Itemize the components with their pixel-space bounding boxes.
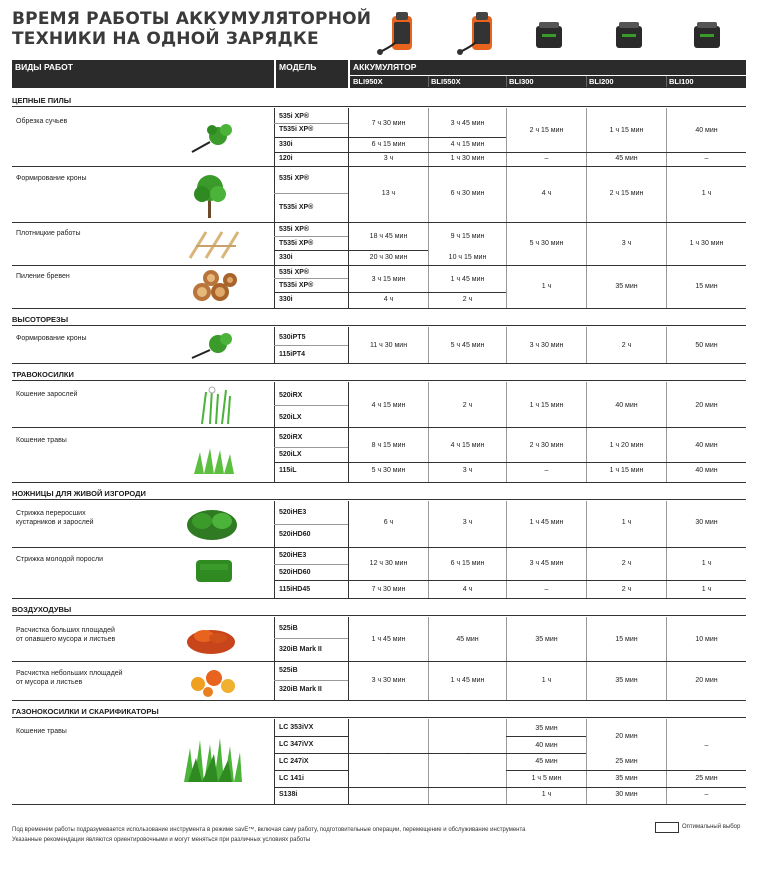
value-cell: 6 ч	[383, 519, 394, 526]
divider	[274, 719, 275, 804]
value-cell: 4 ч 15 мин	[371, 402, 406, 409]
battery-name: BLI300	[509, 77, 534, 86]
task-label: Обрезка сучьев	[16, 118, 68, 125]
model-divider	[274, 462, 746, 463]
model-label: 330i	[279, 296, 293, 303]
model-divider	[274, 680, 348, 681]
value-cell: 15 мин	[615, 636, 638, 643]
value-cell: 1 ч 15 мин	[529, 402, 564, 409]
value-cell: 4 ч	[462, 586, 473, 593]
legend-swatch	[655, 822, 679, 833]
row-divider	[12, 308, 746, 309]
divider	[506, 617, 507, 700]
value-cell: 3 ч 15 мин	[371, 276, 406, 283]
value-cell: 35 мин	[615, 283, 638, 290]
model-divider	[274, 278, 348, 279]
value-cell: –	[704, 155, 709, 162]
value-cell: 2 ч	[621, 586, 632, 593]
header-work-types-lower	[12, 75, 274, 88]
model-label: 520iHE3	[279, 509, 307, 516]
divider	[506, 76, 507, 87]
value-cell: –	[544, 155, 549, 162]
value-cell: 5 ч 30 мин	[371, 467, 406, 474]
value-cell: –	[386, 750, 391, 757]
value-cell: 40 мин	[695, 442, 718, 449]
value-cell: 10 мин	[695, 636, 718, 643]
battery-bli100-image	[688, 18, 728, 54]
task-label: Кошение травы	[16, 437, 67, 444]
model-divider	[274, 236, 348, 237]
value-cell: 12 ч 30 мин	[369, 560, 408, 567]
lawn-grass-icon	[180, 734, 244, 784]
value-cell: 40 мин	[535, 742, 558, 749]
header-model	[276, 60, 348, 88]
model-label: 320iB Mark II	[279, 686, 322, 693]
value-cell: 40 мин	[695, 467, 718, 474]
hedge-icon	[194, 556, 234, 586]
task-label: от мусора и листьев	[16, 679, 83, 686]
value-cell: 1 ч 30 мин	[689, 240, 724, 247]
value-cell: 10 ч 15 мин	[448, 254, 487, 261]
value-cell: 25 мин	[615, 758, 638, 765]
model-divider	[274, 524, 348, 525]
model-label: T535i XP®	[279, 282, 314, 289]
timber-frame-icon	[186, 226, 246, 262]
value-cell: 40 мин	[695, 127, 718, 134]
value-cell: 11 ч 30 мин	[369, 342, 408, 349]
model-label: 520iRX	[279, 392, 303, 399]
value-cell: 35 мин	[615, 775, 638, 782]
model-divider	[274, 345, 348, 346]
row-divider	[12, 700, 746, 701]
task-label: Расчистка небольших площадей	[16, 670, 123, 677]
header-work-types-label: ВИДЫ РАБОТ	[15, 62, 73, 72]
model-label: 120i	[279, 155, 293, 162]
value-cell: 6 ч 15 мин	[450, 560, 485, 567]
value-cell: 6 ч 30 мин	[450, 190, 485, 197]
model-label: 330i	[279, 254, 293, 261]
value-cell: 3 ч 30 мин	[529, 342, 564, 349]
row-divider	[12, 661, 746, 662]
divider	[586, 501, 587, 598]
value-cell: 20 мин	[695, 677, 718, 684]
value-cell: 1 ч	[541, 283, 552, 290]
value-cell: 3 ч 45 мин	[529, 560, 564, 567]
model-label: LC 247iX	[279, 758, 309, 765]
tree-icon	[190, 170, 230, 220]
value-cell: 1 ч 45 мин	[371, 636, 406, 643]
model-divider	[274, 638, 348, 639]
value-cell: 1 ч	[701, 560, 712, 567]
model-label: 525iB	[279, 667, 298, 674]
model-label: 115iHD45	[279, 586, 311, 593]
value-cell: 35 мин	[615, 677, 638, 684]
value-cell: 3 ч 30 мин	[371, 677, 406, 684]
model-label: T535i XP®	[279, 240, 314, 247]
value-cell: 15 мин	[695, 283, 718, 290]
page-title	[12, 9, 372, 49]
task-label: Кошение зарослей	[16, 391, 78, 398]
value-cell: 4 ч 15 мин	[450, 141, 485, 148]
value-cell: 18 ч 45 мин	[369, 233, 408, 240]
model-label: 520iHE3	[279, 552, 307, 559]
task-label: Кошение травы	[16, 728, 67, 735]
model-label: 320iB Mark II	[279, 646, 322, 653]
model-label: 115iPT4	[279, 351, 306, 358]
divider	[666, 617, 667, 700]
value-cell: 4 ч 15 мин	[450, 442, 485, 449]
value-cell: 2 ч 30 мин	[529, 442, 564, 449]
category-trimmers: ТРАВОКОСИЛКИ	[12, 369, 746, 381]
model-label: 535i XP®	[279, 113, 310, 120]
model-divider	[274, 152, 746, 153]
model-label: 330i	[279, 141, 293, 148]
model-divider	[274, 123, 348, 124]
header-model-label: МОДЕЛЬ	[279, 62, 317, 72]
value-cell: 1 ч 5 мин	[531, 775, 562, 782]
category-polesaws: ВЫСОТОРЕЗЫ	[12, 314, 746, 326]
divider	[348, 501, 349, 598]
value-cell: 20 мин	[615, 733, 638, 740]
row-divider	[12, 804, 746, 805]
value-cell: 1 ч 15 мин	[609, 467, 644, 474]
model-divider	[274, 447, 348, 448]
model-label: LC 141i	[279, 775, 304, 782]
value-cell: 45 мин	[615, 155, 638, 162]
value-cell: 1 ч 45 мин	[529, 519, 564, 526]
divider	[586, 108, 587, 308]
task-label: от опавшего мусора и листьев	[16, 636, 116, 643]
backpack-battery-bli950x-image	[370, 8, 430, 58]
value-cell: –	[544, 586, 549, 593]
value-cell: 6 ч 15 мин	[371, 141, 406, 148]
value-cell: 1 ч	[701, 190, 712, 197]
value-cell: 5 ч 30 мин	[529, 240, 564, 247]
row-divider	[12, 222, 746, 223]
value-cell: 1 ч 20 мин	[609, 442, 644, 449]
value-cell: 1 ч	[701, 586, 712, 593]
value-cell: 30 мин	[695, 519, 718, 526]
title-line-2: ТЕХНИКИ НА ОДНОЙ ЗАРЯДКЕ	[12, 29, 319, 49]
grass-icon	[192, 440, 238, 476]
model-divider	[274, 193, 348, 194]
battery-bli200-image	[610, 18, 650, 54]
backpack-battery-bli550x-image	[450, 8, 510, 58]
title-line-1: ВРЕМЯ РАБОТЫ АККУМУЛЯТОРНОЙ	[12, 9, 372, 29]
value-cell: 2 ч 15 мин	[529, 127, 564, 134]
task-label: Плотницкие работы	[16, 230, 81, 237]
divider	[666, 501, 667, 598]
divider	[506, 108, 507, 308]
model-label: T535i XP®	[279, 126, 314, 133]
branch-icon	[188, 330, 238, 362]
value-cell: 50 мин	[695, 342, 718, 349]
task-label: Формирование кроны	[16, 175, 87, 182]
value-cell: 1 ч	[541, 791, 552, 798]
divider	[428, 76, 429, 87]
leaves-icon	[186, 664, 238, 698]
header-work-types	[12, 60, 274, 75]
row-divider	[12, 547, 746, 548]
task-label: Расчистка больших площадей	[16, 627, 115, 634]
value-cell: 2 ч	[621, 342, 632, 349]
divider	[666, 76, 667, 87]
value-cell: 13 ч	[381, 190, 396, 197]
model-label: T535i XP®	[279, 204, 314, 211]
model-divider	[274, 580, 746, 581]
divider	[586, 76, 587, 87]
branch-icon	[188, 118, 238, 156]
value-cell: 1 ч 45 мин	[450, 677, 485, 684]
value-cell: 1 ч	[541, 677, 552, 684]
legend-label: Оптимальный выбор	[682, 824, 741, 830]
row-divider	[12, 427, 746, 428]
model-label: 520iHD60	[279, 531, 311, 538]
row-divider	[12, 598, 746, 599]
model-label: 520iHD60	[279, 569, 311, 576]
footnote: Под временем работы подразумевается использование инструмента в режиме savE™, включая саму работу, подготовительные операции, перемещение и обслуживание инструмента	[12, 827, 526, 833]
battery-name: BLI950X	[353, 77, 383, 86]
value-cell: 3 ч	[621, 240, 632, 247]
model-divider	[274, 564, 348, 565]
model-divider	[506, 736, 586, 737]
value-cell: 1 ч	[621, 519, 632, 526]
model-divider	[274, 405, 348, 406]
model-label: 535i XP®	[279, 269, 310, 276]
header-battery-label: АККУМУЛЯТОР	[353, 62, 417, 72]
value-cell: 1 ч 30 мин	[450, 155, 485, 162]
divider	[274, 382, 275, 482]
row-divider	[12, 166, 746, 167]
task-label: кустарников и зарослей	[16, 519, 94, 526]
value-cell: 35 мин	[535, 636, 558, 643]
value-cell: –	[704, 742, 709, 749]
value-cell: 4 ч	[383, 296, 394, 303]
divider	[428, 617, 429, 700]
value-cell: 45 мин	[456, 636, 479, 643]
value-cell: 3 ч	[462, 467, 473, 474]
model-label: LC 353iVX	[279, 724, 314, 731]
model-label: 520iLX	[279, 414, 302, 421]
value-cell: 9 ч 15 мин	[450, 233, 485, 240]
value-cell: 1 ч 45 мин	[450, 276, 485, 283]
value-cell: 25 мин	[695, 775, 718, 782]
row-divider	[12, 363, 746, 364]
divider	[428, 501, 429, 598]
divider	[506, 501, 507, 598]
value-cell: 2 ч	[462, 296, 473, 303]
model-label: 535i XP®	[279, 175, 310, 182]
value-cell: 7 ч 30 мин	[371, 586, 406, 593]
value-cell: 2 ч	[621, 560, 632, 567]
divider	[274, 501, 275, 598]
value-cell: –	[465, 750, 470, 757]
value-cell: 2 ч	[462, 402, 473, 409]
value-cell: –	[544, 467, 549, 474]
value-cell: 2 ч 15 мин	[609, 190, 644, 197]
tall-grass-icon	[196, 384, 236, 426]
row-divider	[12, 482, 746, 483]
divider	[348, 719, 349, 804]
battery-bli300-image	[530, 18, 570, 54]
bush-icon	[184, 503, 240, 543]
value-cell: 45 мин	[535, 758, 558, 765]
task-label: Стрижка молодой поросли	[16, 556, 104, 563]
model-divider	[274, 736, 348, 737]
value-cell: 20 ч 30 мин	[369, 254, 408, 261]
value-cell: 30 мин	[615, 791, 638, 798]
value-cell: 4 ч	[541, 190, 552, 197]
divider	[428, 719, 429, 804]
task-label: Пиление бревен	[16, 273, 70, 280]
divider	[348, 617, 349, 700]
model-divider	[274, 137, 506, 138]
model-label: S138i	[279, 791, 298, 798]
model-label: 535i XP®	[279, 226, 310, 233]
divider	[666, 108, 667, 308]
category-mowers: ГАЗОНОКОСИЛКИ И СКАРИФИКАТОРЫ	[12, 706, 746, 718]
model-label: 115iL	[279, 467, 297, 474]
battery-name: BLI200	[589, 77, 614, 86]
battery-name: BLI550X	[431, 77, 461, 86]
value-cell: 3 ч	[383, 155, 394, 162]
battery-header-row	[350, 75, 746, 88]
row-divider	[12, 265, 746, 266]
model-label: 520iRX	[279, 434, 303, 441]
header-battery	[350, 60, 746, 75]
value-cell: 35 мин	[535, 725, 558, 732]
divider	[586, 617, 587, 700]
value-cell: 5 ч 45 мин	[450, 342, 485, 349]
value-cell: 8 ч 15 мин	[371, 442, 406, 449]
value-cell: 3 ч 45 мин	[450, 120, 485, 127]
task-label: Формирование кроны	[16, 335, 87, 342]
category-chainsaws: ЦЕПНЫЕ ПИЛЫ	[12, 95, 746, 107]
value-cell: –	[704, 791, 709, 798]
category-hedge-trimmers: НОЖНИЦЫ ДЛЯ ЖИВОЙ ИЗГОРОДИ	[12, 488, 746, 500]
value-cell: 7 ч 30 мин	[371, 120, 406, 127]
model-divider	[506, 770, 746, 771]
value-cell: 20 мин	[695, 402, 718, 409]
task-label: Стрижка переросших	[16, 510, 86, 517]
model-divider	[274, 292, 506, 293]
battery-name: BLI100	[669, 77, 694, 86]
model-label: 525iB	[279, 625, 298, 632]
model-label: 530iPT5	[279, 334, 306, 341]
model-divider	[274, 787, 746, 788]
model-label: 520iLX	[279, 451, 302, 458]
model-label: LC 347iVX	[279, 741, 314, 748]
value-cell: 3 ч	[462, 519, 473, 526]
category-blowers: ВОЗДУХОДУВЫ	[12, 604, 746, 616]
logs-icon	[190, 268, 240, 304]
divider	[274, 617, 275, 700]
value-cell: 40 мин	[615, 402, 638, 409]
value-cell: 1 ч 15 мин	[609, 127, 644, 134]
footnote: Указанные рекомендации являются ориентировочными и могут меняться при различных условиях работы	[12, 837, 311, 843]
leaves-pile-icon	[184, 620, 238, 656]
model-divider	[274, 250, 428, 251]
model-divider	[274, 770, 348, 771]
